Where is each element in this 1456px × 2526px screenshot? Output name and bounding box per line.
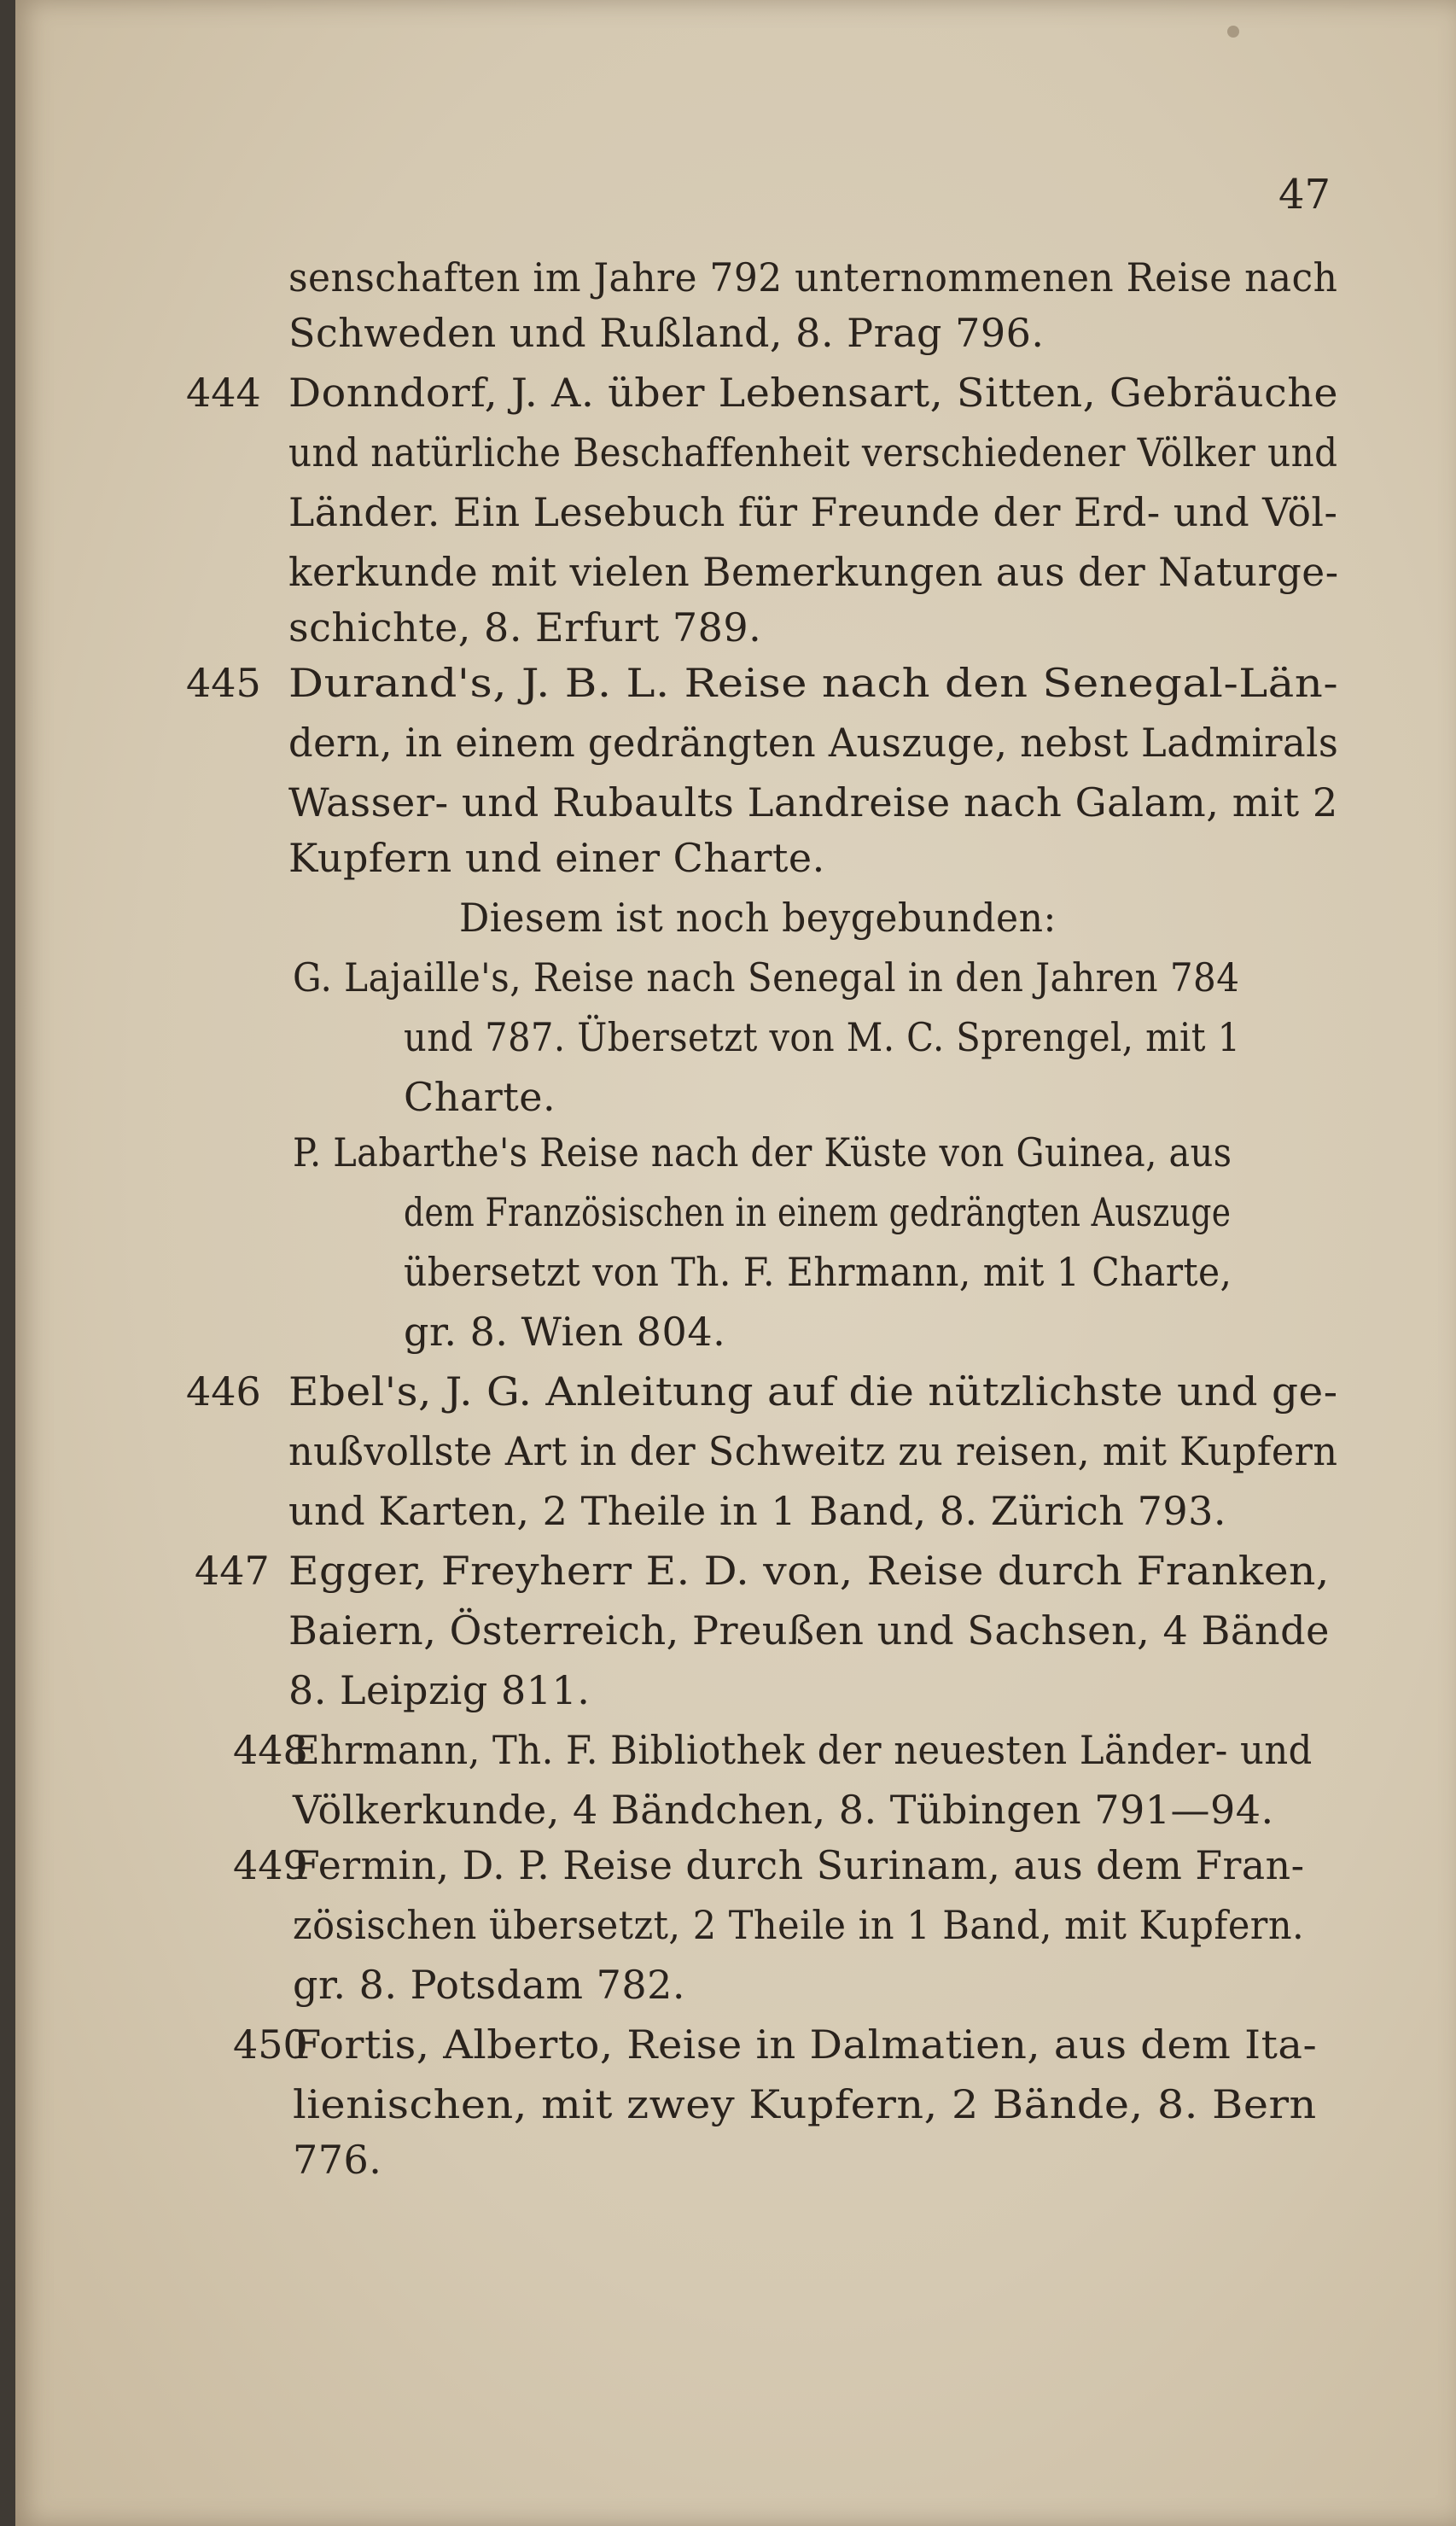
entry-number: 445	[186, 660, 261, 706]
entry-line: G. Lajaille's, Reise nach Senegal in den Jahren 784	[293, 954, 1240, 1000]
entry-line: Charte.	[404, 1074, 556, 1120]
entry-line: schichte, 8. Erfurt 789.	[288, 604, 762, 650]
entry-line: dern, in einem gedrängten Auszuge, nebst Ladmirals	[288, 720, 1339, 766]
entry-line: Fortis, Alberto, Reise in Dalmatien, aus dem Ita-	[293, 2021, 1318, 2068]
entry-line: 8. Leipzig 811.	[288, 1667, 591, 1713]
entry-number: 449	[233, 1842, 308, 1888]
entry-line: kerkunde mit vielen Bemerkungen aus der Naturge-	[288, 549, 1339, 595]
entry-line: Egger, Freyherr E. D. von, Reise durch Franken,	[288, 1548, 1330, 1594]
entry-line: lienischen, mit zwey Kupfern, 2 Bände, 8. Bern	[293, 2081, 1317, 2127]
entry-line: P. Labarthe's Reise nach der Küste von Guinea, aus	[293, 1129, 1232, 1175]
entry-number: 444	[186, 370, 261, 416]
entry-line: Diesem ist noch beygebunden:	[459, 895, 1057, 941]
entry-line: Baiern, Österreich, Preußen und Sachsen, 4 Bände	[288, 1607, 1330, 1654]
entry-line: Donndorf, J. A. über Lebensart, Sitten, Gebräuche	[288, 370, 1339, 416]
entry-line: und natürliche Beschaffenheit verschiedener Völker und	[288, 429, 1338, 475]
entry-line: gr. 8. Potsdam 782.	[293, 1962, 686, 2008]
entry-line: Länder. Ein Lesebuch für Freunde der Erd- und Völ-	[288, 489, 1338, 535]
entry-number: 450	[233, 2021, 308, 2068]
entry-line: senschaften im Jahre 792 unternommenen Reise nach	[288, 254, 1338, 300]
entry-line: gr. 8. Wien 804.	[404, 1309, 726, 1355]
entry-number: 448	[233, 1727, 308, 1773]
entry-line: Durand's, J. B. L. Reise nach den Senegal-Län-	[288, 660, 1339, 706]
entry-line: nußvollste Art in der Schweitz zu reisen, mit Kupfern	[288, 1428, 1338, 1474]
entry-line: Schweden und Rußland, 8. Prag 796.	[288, 310, 1045, 356]
entry-line: Kupfern und einer Charte.	[288, 835, 825, 881]
entry-line: 776.	[293, 2137, 382, 2183]
entry-line: Fermin, D. P. Reise durch Surinam, aus dem Fran-	[293, 1842, 1305, 1888]
entry-line: zösischen übersetzt, 2 Theile in 1 Band, mit Kupfern.	[293, 1902, 1305, 1948]
entry-line: und 787. Übersetzt von M. C. Sprengel, mit 1	[404, 1014, 1241, 1060]
entry-line: übersetzt von Th. F. Ehrmann, mit 1 Charte,	[404, 1249, 1232, 1295]
entry-number: 447	[195, 1548, 270, 1594]
page-number: 47	[1278, 171, 1331, 219]
catalog-list	[15, 0, 1456, 2526]
book-page	[15, 0, 1456, 2526]
entry-line: und Karten, 2 Theile in 1 Band, 8. Zürich 793.	[288, 1488, 1226, 1534]
entry-line: dem Französischen in einem gedrängten Auszuge	[404, 1189, 1232, 1235]
entry-line: Ebel's, J. G. Anleitung auf die nützlichste und ge-	[288, 1368, 1338, 1415]
entry-line: Wasser- und Rubaults Landreise nach Galam, mit 2	[288, 779, 1338, 825]
entry-number: 446	[186, 1368, 261, 1415]
entry-line: Völkerkunde, 4 Bändchen, 8. Tübingen 791—94.	[293, 1787, 1274, 1833]
entry-line: Ehrmann, Th. F. Bibliothek der neuesten Länder- und	[293, 1727, 1313, 1773]
